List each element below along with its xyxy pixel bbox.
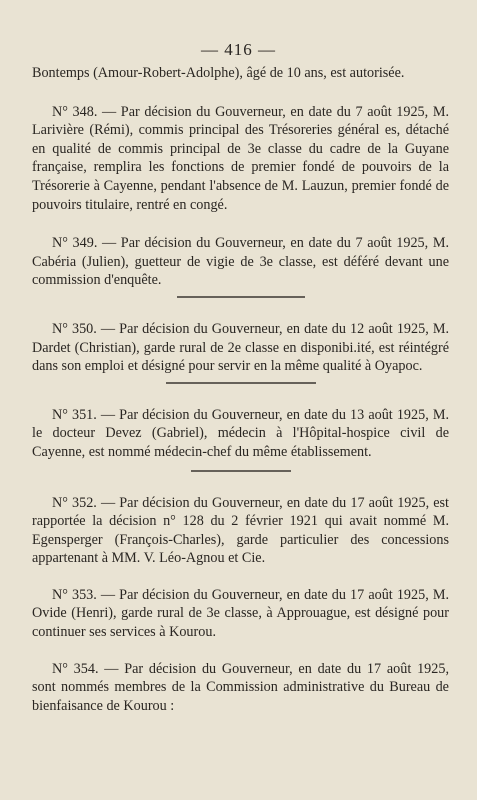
spacer <box>32 214 449 234</box>
decision-entry-350: N° 350. — Par décision du Gouverneur, en date du 12 août 1925, M. Dardet (Christian), garde rural de 2e classe en disponibi.ité, est réintégré dans son emploi et désigné pour servir en la même qualité à Oyapoc. <box>32 320 449 375</box>
decision-entry-354: N° 354. — Par décision du Gouverneur, en date du 17 août 1925, sont nommés membres de la Commission administrative du Bureau de bienfaisance de Kourou : <box>32 660 449 714</box>
spacer <box>32 642 449 660</box>
decision-entry-351: N° 351. — Par décision du Gouverneur, en date du 13 août 1925, M. le docteur Devez (Gabriel), médecin à l'Hôpital-hospice civil de Cayenne, est nommé médecin-chef du même établissement. <box>32 406 449 460</box>
page-number: — 416 — <box>201 40 276 59</box>
opening-paragraph: Bontemps (Amour-Robert-Adolphe), âgé de 10 ans, est autorisée. <box>32 65 405 81</box>
decision-entry-349: N° 349. — Par décision du Gouverneur, en date du 7 août 1925, M. Cabéria (Julien), guetteur de vigie de 3e classe, est déféré devant une commission d'enquête. <box>32 235 449 289</box>
section-divider <box>177 296 305 298</box>
decision-entry-352: N° 352. — Par décision du Gouverneur, en date du 17 août 1925, est rapportée la décision n° 128 du 2 février 1921 qui avait nommé M. Egensperger (François-Charles), garde particulier des concessions appartenant à MM. V. Léo-Agnou et Cie. <box>32 494 449 567</box>
spacer <box>32 83 449 103</box>
document-body <box>32 64 449 715</box>
decision-entry-348: N° 348. — Par décision du Gouverneur, en date du 7 août 1925, M. Larivière (Rémi), commis principal des Trésoreries général es, détaché en qualité de commis principal de 3e classe du cadre de la Guyane française, remplira les fonctions de premier fondé de pouvoirs de la Trésorerie à Cayenne, pendant l'absence de M. Lauzun, premier fondé de pouvoirs titulaire, rentré en congé. <box>32 103 449 213</box>
decision-entry-353: N° 353. — Par décision du Gouverneur, en date du 17 août 1925, M. Ovide (Henri), garde rural de 3e classe, à Approuague, est désigné pour continuer ses services à Kourou. <box>32 586 449 641</box>
section-divider <box>166 382 316 384</box>
spacer <box>32 568 449 586</box>
section-divider <box>191 470 291 472</box>
